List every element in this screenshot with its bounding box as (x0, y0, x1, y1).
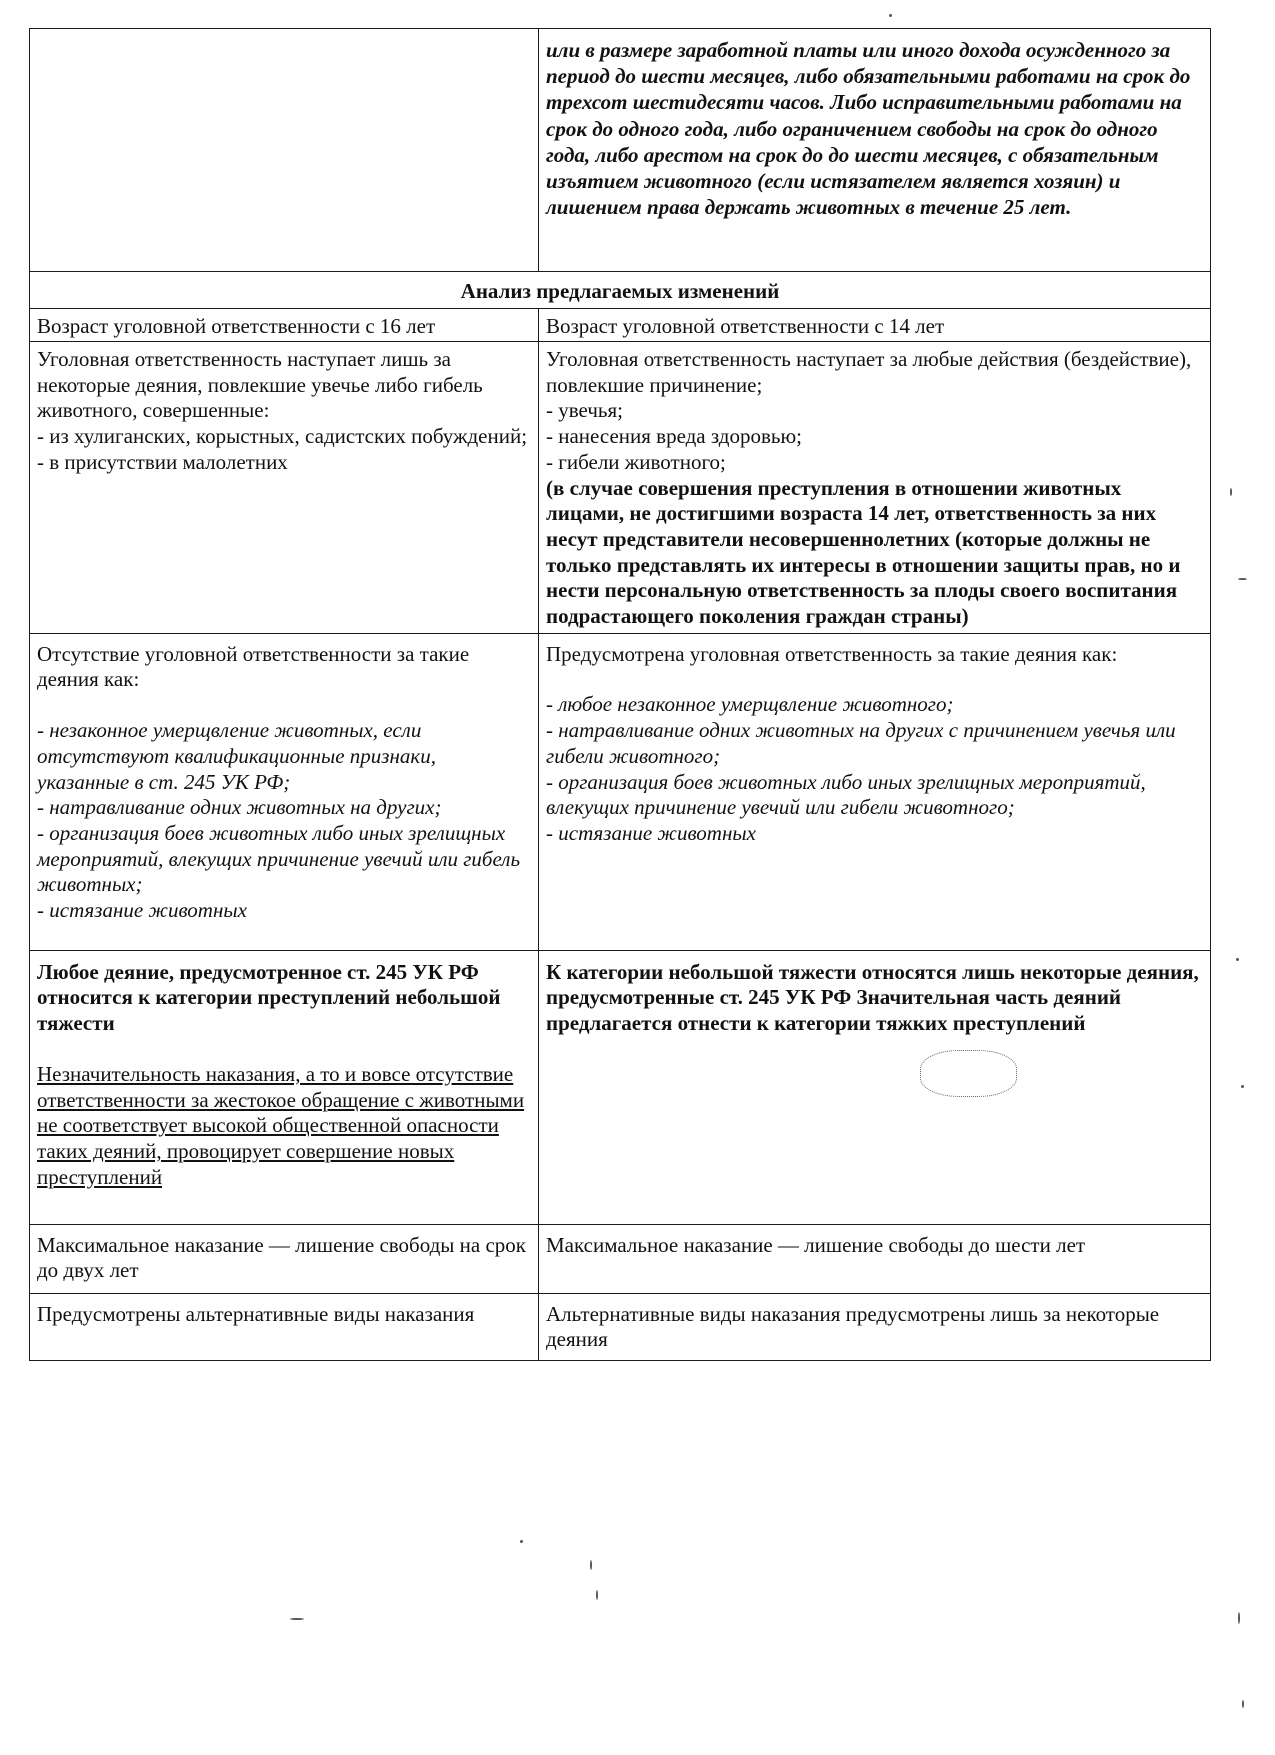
provided-item: - натравливание одних животных на других с причинением увечья или гибели животного; (546, 718, 1176, 768)
table-row (30, 950, 1211, 1224)
scan-speck (1230, 488, 1232, 496)
table-cell (30, 1293, 539, 1360)
table-cell (539, 342, 1211, 634)
severity-current: Любое деяние, предусмотренное ст. 245 УК РФ относится к категории преступлений небольшой тяжести (37, 959, 501, 1036)
provided-item: - любое незаконное умерщвление животного; (546, 692, 954, 717)
comparison-table (29, 28, 1211, 1361)
table-cell (30, 1224, 539, 1293)
table-row (30, 308, 1211, 342)
scan-speck (590, 1560, 592, 1570)
alternatives-proposed: Альтернативные виды наказания предусмотрены лишь за некоторые деяния (546, 1301, 1160, 1352)
scan-speck (1238, 1612, 1240, 1624)
table-cell (30, 342, 539, 634)
table-cell (30, 633, 539, 950)
scan-speck (290, 1618, 304, 1620)
table-cell (539, 1293, 1211, 1360)
liability-proposed-intro: Уголовная ответственность наступает за любые действия (бездействие), повлекшие причинение; (546, 347, 1192, 397)
table-cell (539, 308, 1211, 342)
scan-speck (1236, 958, 1239, 961)
table-row (30, 342, 1211, 634)
table-row (30, 272, 1211, 309)
absence-intro: Отсутствие уголовной ответственности за такие деяния как: (37, 641, 470, 692)
liability-proposed-item: - увечья; (546, 398, 623, 423)
absence-item: - незаконное умерщвление животных, если отсутствуют квалификационные признаки, указанные в ст. 245 УК РФ; (37, 718, 436, 794)
liability-current-item: - в присутствии малолетних (37, 449, 288, 474)
liability-proposed-item: - гибели животного; (546, 449, 726, 474)
provided-intro: Предусмотрена уголовная ответственность за такие деяния как: (546, 641, 1118, 666)
table-cell (30, 950, 539, 1224)
age-proposed: Возраст уголовной ответственности с 14 лет (546, 313, 945, 338)
severity-proposed: К категории небольшой тяжести относятся лишь некоторые деяния, предусмотренные ст. 245 УК РФ Значительная часть деяний предлагается отнести к категории тяжких преступлений (546, 959, 1199, 1036)
table-cell (539, 633, 1211, 950)
table-row (30, 1224, 1211, 1293)
age-current: Возраст уголовной ответственности с 16 лет (37, 313, 436, 338)
table-row (30, 1293, 1211, 1360)
table-row (30, 29, 1211, 272)
penalty-text: или в размере заработной платы или иного дохода осужденного за период до шести месяцев, либо обязательными работами на срок до трехсот шестидесяти часов. Либо исправительными работами на срок до одного года, либо ограничением свободы на срок до одного года, либо арестом на срок до до шести месяцев, с обязательным изъятием животного (если истязателем является хозяин) и лишением права держать животных в течение 25 лет. (546, 38, 1191, 220)
scan-speck (1242, 1700, 1244, 1708)
max-penalty-proposed: Максимальное наказание — лишение свободы до шести лет (546, 1232, 1086, 1257)
severity-comment: Незначительность наказания, а то и вовсе отсутствие ответственности за жестокое обращение с животными не соответствует высокой общественной опасности таких деяний, провоцирует совершение новых преступлений (37, 1061, 525, 1189)
table-cell (539, 950, 1211, 1224)
liability-proposed-note: (в случае совершения преступления в отношении животных лицами, не достигшими возраста 14 лет, ответственность за них несут представители несовершеннолетних (которые должны не только представлять их интересы в отношении защиты прав, но и нести персональную ответственность за плоды своего воспитания подрастающего поколения граждан страны) (546, 475, 1181, 629)
absence-item: - организация боев животных либо иных зрелищных мероприятий, влекущих причинение увечий или гибель животных; (37, 820, 520, 897)
scan-speck (1238, 578, 1247, 580)
absence-item: - натравливание одних животных на других; (37, 795, 442, 820)
table-row (30, 633, 1211, 950)
scan-speck (889, 14, 892, 17)
scan-blot (920, 1050, 1017, 1097)
penalty-text-cell (539, 29, 1211, 272)
provided-item: - истязание животных (546, 820, 756, 845)
max-penalty-current: Максимальное наказание — лишение свободы на срок до двух лет (37, 1232, 526, 1283)
liability-current-intro: Уголовная ответственность наступает лишь за некоторые деяния, повлекшие увечье либо гибель животного, совершенные: (37, 347, 483, 423)
scan-speck (596, 1590, 598, 1600)
provided-item: - организация боев животных либо иных зрелищных мероприятий, влекущих причинение увечий или гибели животного; (546, 769, 1146, 820)
liability-current-item: - из хулиганских, корыстных, садистских побуждений; (37, 424, 528, 449)
alternatives-current: Предусмотрены альтернативные виды наказания (37, 1301, 475, 1326)
liability-proposed-item: - нанесения вреда здоровью; (546, 424, 802, 449)
table-cell (539, 1224, 1211, 1293)
scan-speck (520, 1540, 523, 1543)
scan-speck (1241, 1085, 1244, 1088)
section-header: Анализ предлагаемых изменений (30, 272, 1211, 309)
absence-item: - истязание животных (37, 898, 247, 923)
table-cell (30, 308, 539, 342)
table-cell-empty (30, 29, 539, 272)
